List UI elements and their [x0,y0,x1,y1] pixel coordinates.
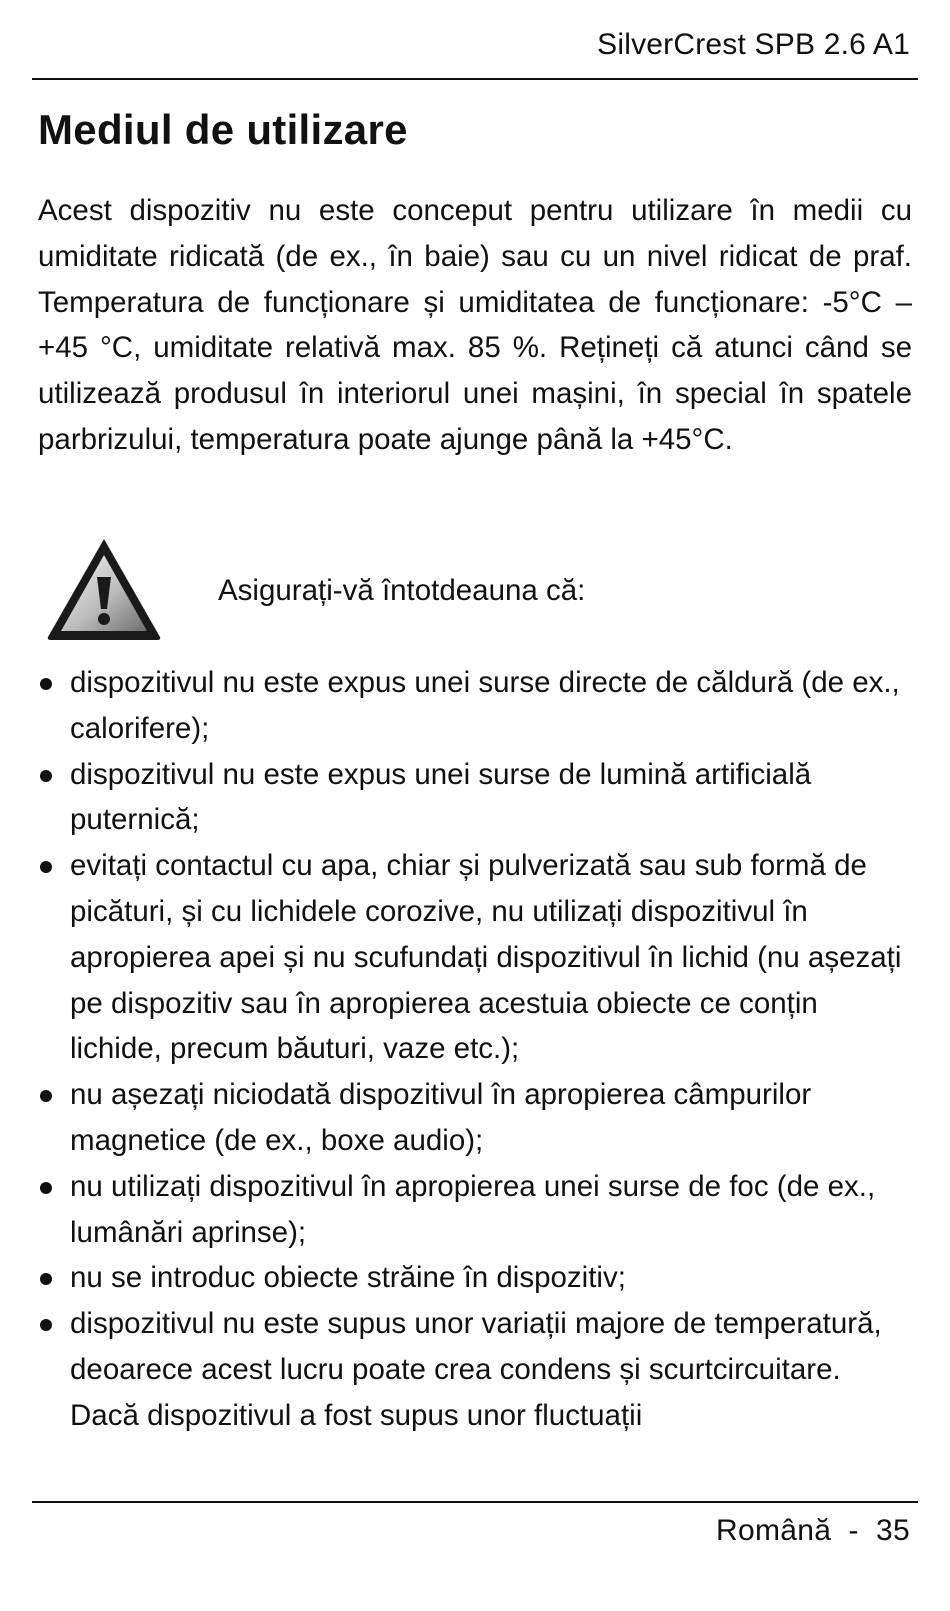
header-title: SilverCrest SPB 2.6 A1 [597,28,910,61]
list-item [36,1164,916,1256]
bullet-icon [40,678,52,690]
section-title: Mediul de utilizare [38,106,408,153]
list-item [36,660,916,752]
bullet-icon [40,770,52,782]
list-item [36,1072,916,1164]
warning-text: Asigurați-vă întotdeauna că: [218,574,586,607]
page-header [32,22,918,80]
footer-divider [32,1501,918,1503]
bullet-icon [40,1090,52,1102]
list-item [36,1255,916,1301]
list-item-text: nu se introduc obiecte străine în dispozitiv; [70,1261,626,1295]
warning-triangle-icon [44,535,164,643]
list-item-text: nu utilizați dispozitivul în apropierea unei surse de foc (de ex., lumânări aprinse); [70,1169,876,1249]
list-item-text: dispozitivul nu este expus unei surse directe de căldură (de ex., calorifere); [70,666,900,745]
list-item-text: dispozitivul nu este expus unei surse de lumină artificială puternică; [70,757,812,837]
list-item-text: evitați contactul cu apa, chiar și pulverizată sau sub formă de picături, și cu lichidele corozive, nu utilizați dispozitivul în apropierea apei și nu scufundați dispozitivul în lichid (nu așezați pe dispozitiv sau în apropierea acestuia obiecte ce conțin lichide, precum băuturi, vaze etc.); [70,849,902,1066]
page-footer: Română - 35 [716,1514,910,1547]
list-item-text: nu așezați niciodată dispozitivul în apropierea câmpurilor magnetice (de ex., boxe audio); [70,1078,812,1157]
list-item [36,1301,916,1438]
bullet-icon [40,1273,52,1285]
bullet-icon [40,861,52,873]
list-item-text: dispozitivul nu este supus unor variații majore de temperatură, deoarece acest lucru poate crea condens și scurtcircuitare. Dacă dispozitivul a fost supus unor fluctuații [70,1307,882,1432]
precautions-list [36,660,916,1439]
bullet-icon [40,1182,52,1194]
list-item [36,843,916,1072]
intro-paragraph: Acest dispozitiv nu este conceput pentru utilizare în medii cu umiditate ridicată (de ex., în baie) sau cu un nivel ridicat de praf. Temperatura de funcționare și umiditatea de funcționare: -5°C – +45 °C, umiditate relativă max. 85 %. Rețineți că atunci când se utilizează produsul în interiorul unei mașini, în special în spatele parbrizului, temperatura poate ajunge până la +45°C. [38,194,912,456]
bullet-icon [40,1319,52,1331]
list-item [36,752,916,844]
